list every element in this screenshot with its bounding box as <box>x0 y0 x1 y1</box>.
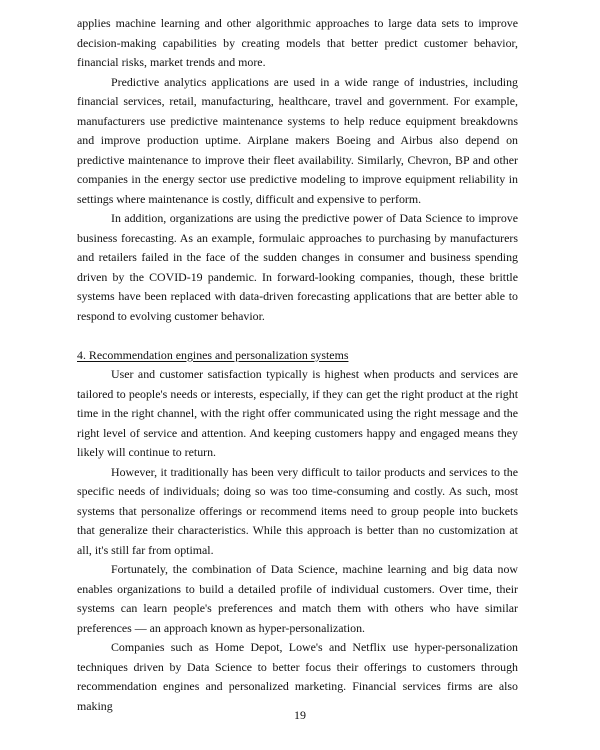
paragraph: However, it traditionally has been very difficult to tailor products and services to the specific needs of individuals; doing so was too time-consuming and costly. As such, most systems that personalize offerings or recommend items need to group people into buckets that generalize their characteristics. While this approach is better than no customization at all, it's still far from optimal. <box>77 464 518 557</box>
section-gap <box>77 326 518 346</box>
body-text <box>77 14 518 716</box>
paragraph: User and customer satisfaction typically is highest when products and services are tailored to people's needs or interests, especially, if they can get the right product at the right time in the right channel, with the right offer communicated using the right message and the right level of service and attention. And keeping customers happy and engaged means they likely will continue to return. <box>77 367 518 459</box>
paragraph: Fortunately, the combination of Data Science, machine learning and big data now enables organizations to build a detailed profile of individual customers. Over time, their systems can learn people's preferences and match them with others who have similar preferences — an approach known as hyper-personalization. <box>77 562 518 635</box>
paragraph: applies machine learning and other algorithmic approaches to large data sets to improve decision-making capabilities by creating models that better predict customer behavior, financial risks, market trends and more. <box>77 16 518 69</box>
paragraph: Predictive analytics applications are used in a wide range of industries, including financial services, retail, manufacturing, healthcare, travel and government. For example, manufacturers use predictive maintenance systems to help reduce equipment breakdowns and improve production uptime. Airplane makers Boeing and Airbus also depend on predictive maintenance to improve their fleet availability. Similarly, Chevron, BP and other companies in the energy sector use predictive modeling to improve equipment reliability in settings where maintenance is costly, difficult and expensive to perform. <box>77 74 518 206</box>
page-number: 19 <box>294 708 306 722</box>
section-heading: 4. Recommendation engines and personalization systems <box>77 347 349 362</box>
paragraph: Companies such as Home Depot, Lowe's and Netflix use hyper-personalization techniques driven by Data Science to better focus their offerings to customers through recommendation engines and personalized marketing. Financial services firms are also making <box>77 640 518 713</box>
paragraph: In addition, organizations are using the predictive power of Data Science to improve business forecasting. As an example, formulaic approaches to purchasing by manufacturers and retailers failed in the face of the sudden changes in consumer and business spending driven by the COVID-19 pandemic. In forward-looking companies, though, these brittle systems have been replaced with data-driven forecasting applications that are better able to respond to evolving customer behavior. <box>77 211 518 323</box>
